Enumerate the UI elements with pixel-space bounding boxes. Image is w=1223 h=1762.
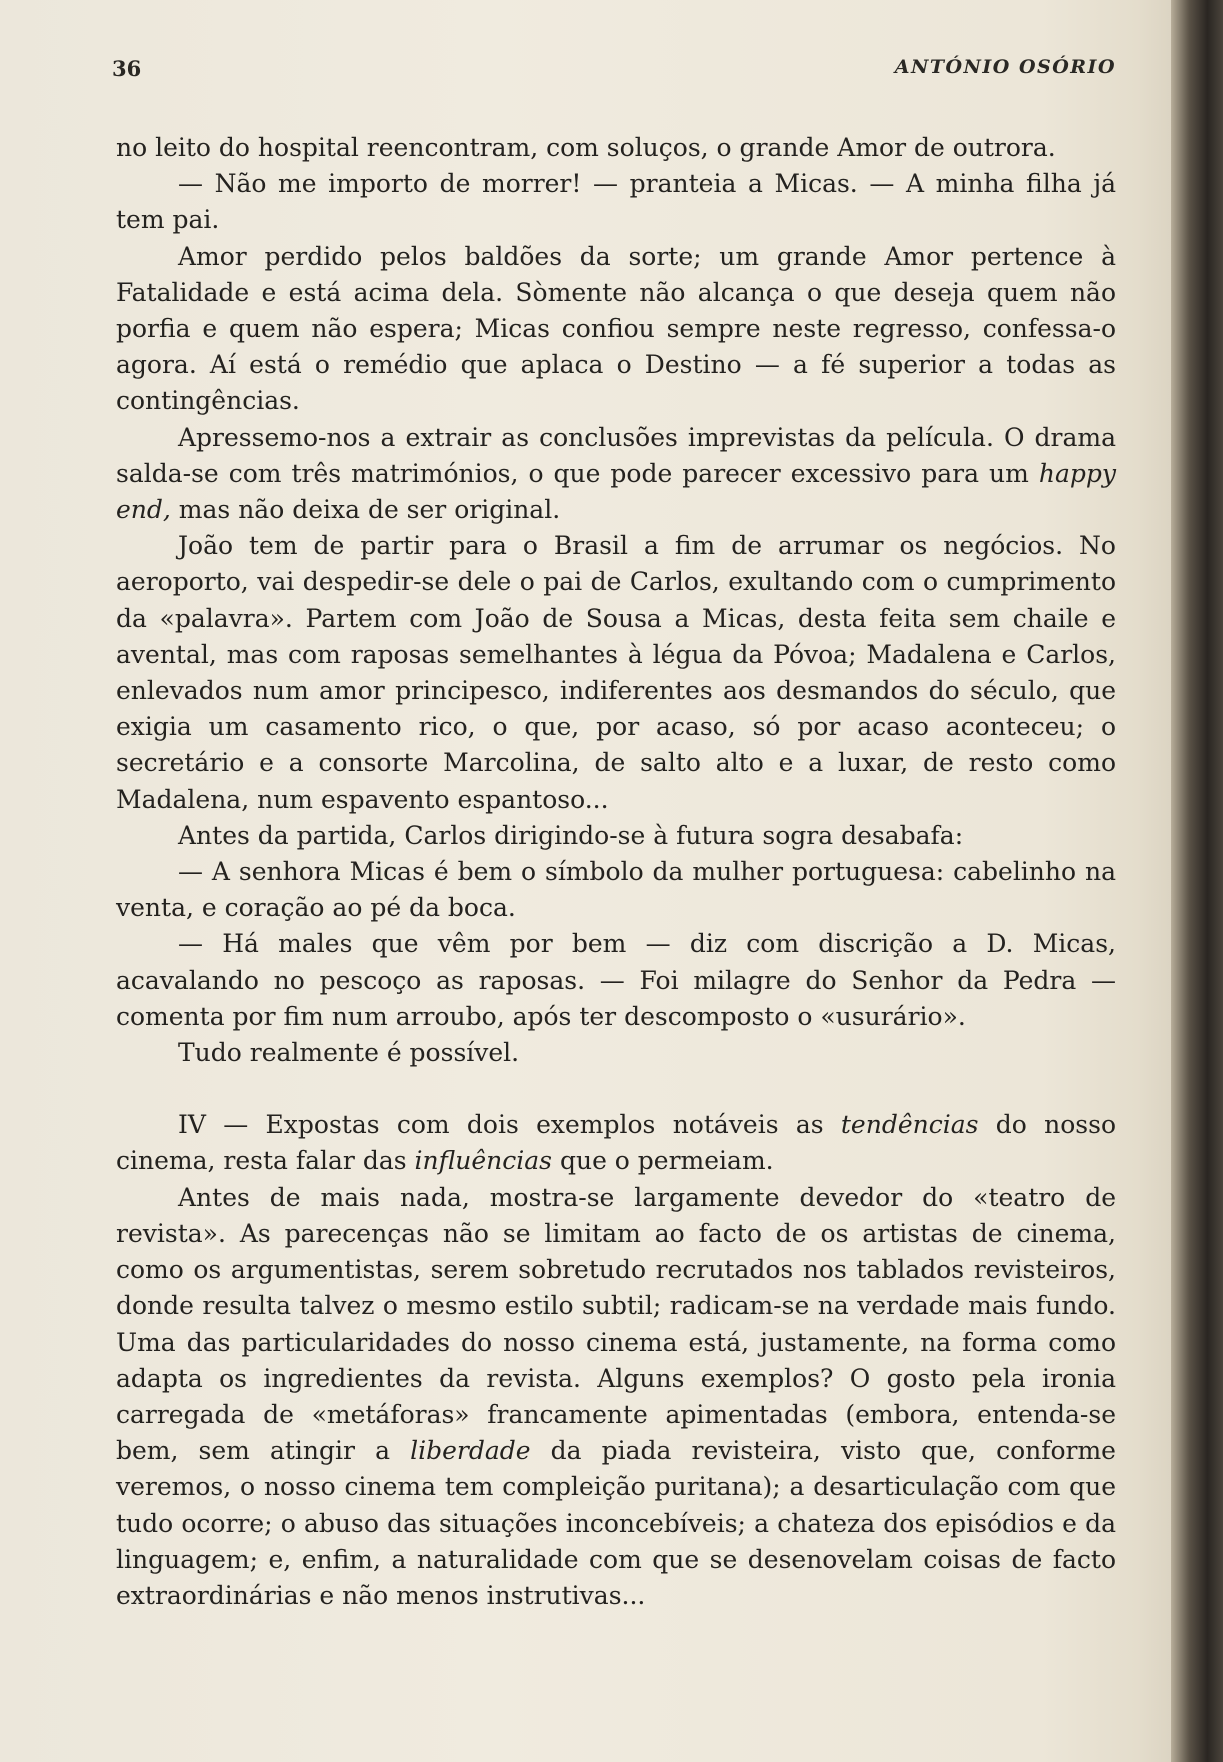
text-run: Tudo realmente é possível. — [178, 1038, 520, 1068]
text-run: Apressemo-nos a extrair as conclusões imprevistas da película. O drama salda-se com três matrimónios, o que pode parecer excessivo para um — [116, 422, 1116, 488]
italic-text: influências — [414, 1146, 553, 1176]
paragraph — [116, 528, 1116, 818]
text-run: Antes de mais nada, mostra-se largamente devedor do «teatro de revista». As parecenças não se limitam ao facto de os artistas de cinema, como os argumentistas, serem sobretudo recrutados nos tablados revisteiros, donde resulta talvez o mesmo estilo subtil; radicam-se na verdade mais fundo. Uma das particularidades do nosso cinema está, justamente, na forma como adapta os ingredientes da revista. Alguns exemplos? O gosto pela ironia carregada de «metáforas» francamente apimentadas (embora, entenda-se bem, sem atingir a — [116, 1182, 1116, 1466]
paragraph — [116, 1180, 1116, 1614]
running-head: ANTÓNIO OSÓRIO — [894, 56, 1116, 78]
text-run: IV — Expostas com dois exemplos notáveis as — [178, 1110, 841, 1140]
text-run: — Há males que vêm por bem — diz com discrição a D. Micas, acavalando no pescoço as raposas. — Foi milagre do Senhor da Pedra — comenta por fim num arroubo, após ter descomposto o «usurário». — [116, 929, 1116, 1031]
paragraph — [116, 130, 1116, 166]
text-run: João tem de partir para o Brasil a fim de arrumar os negócios. No aeroporto, vai despedir-se dele o pai de Carlos, exultando com o cumprimento da «palavra». Partem com João de Sousa a Micas, desta feita sem chaile e avental, mas com raposas semelhantes à légua da Póvoa; Madalena e Carlos, enlevados num amor principesco, indiferentes aos desmandos do século, que exigia um casamento rico, o que, por acaso, só por acaso aconteceu; o secretário e a consorte Marcolina, de salto alto e a luxar, de resto como Madalena, num espavento espantoso... — [116, 531, 1116, 814]
paragraph — [116, 854, 1116, 926]
text-run: mas não deixa de ser original. — [170, 495, 561, 525]
italic-text: happy end, — [116, 458, 1116, 525]
text-run: do nosso cinema, resta falar das — [116, 1110, 1116, 1176]
paragraph — [116, 1107, 1116, 1179]
italic-text: liberdade — [410, 1436, 531, 1466]
body-text — [116, 130, 1116, 1614]
paragraph — [116, 166, 1116, 238]
text-run: — Não me importo de morrer! — pranteia a Micas. — A minha filha já tem pai. — [116, 169, 1116, 235]
text-run: Amor perdido pelos baldões da sorte; um grande Amor pertence à Fatalidade e está acima dela. Sòmente não alcança o que deseja quem não porfia e quem não espera; Micas confiou sempre neste regresso, confessa-o agora. Aí está o remédio que aplaca o Destino — a fé superior a todas as contingências. — [116, 241, 1116, 416]
italic-text: tendências — [840, 1110, 979, 1140]
paragraph — [116, 1035, 1116, 1071]
text-run: no leito do hospital reencontram, com soluços, o grande Amor de outrora. — [116, 133, 1056, 162]
page-header — [112, 56, 1116, 92]
text-run: Antes da partida, Carlos dirigindo-se à futura sogra desabafa: — [178, 820, 964, 850]
book-gutter-shadow — [1171, 0, 1223, 1762]
page-number: 36 — [112, 56, 142, 81]
paragraph — [116, 239, 1116, 420]
paragraph — [116, 926, 1116, 1035]
text-run: da piada revisteira, visto que, conforme veremos, o nosso cinema tem compleição puritana); a desarticulação com que tudo ocorre; o abuso das situações inconcebíveis; a chateza dos episódios e da linguagem; e, enfim, a naturalidade com que se desenovelam coisas de facto extraordinárias e não menos instrutivas... — [116, 1436, 1116, 1610]
paragraph — [116, 818, 1116, 854]
text-run: — A senhora Micas é bem o símbolo da mulher portuguesa: cabelinho na venta, e coração ao pé da boca. — [116, 857, 1116, 923]
text-run: que o permeiam. — [552, 1146, 774, 1176]
paragraph — [116, 420, 1116, 529]
